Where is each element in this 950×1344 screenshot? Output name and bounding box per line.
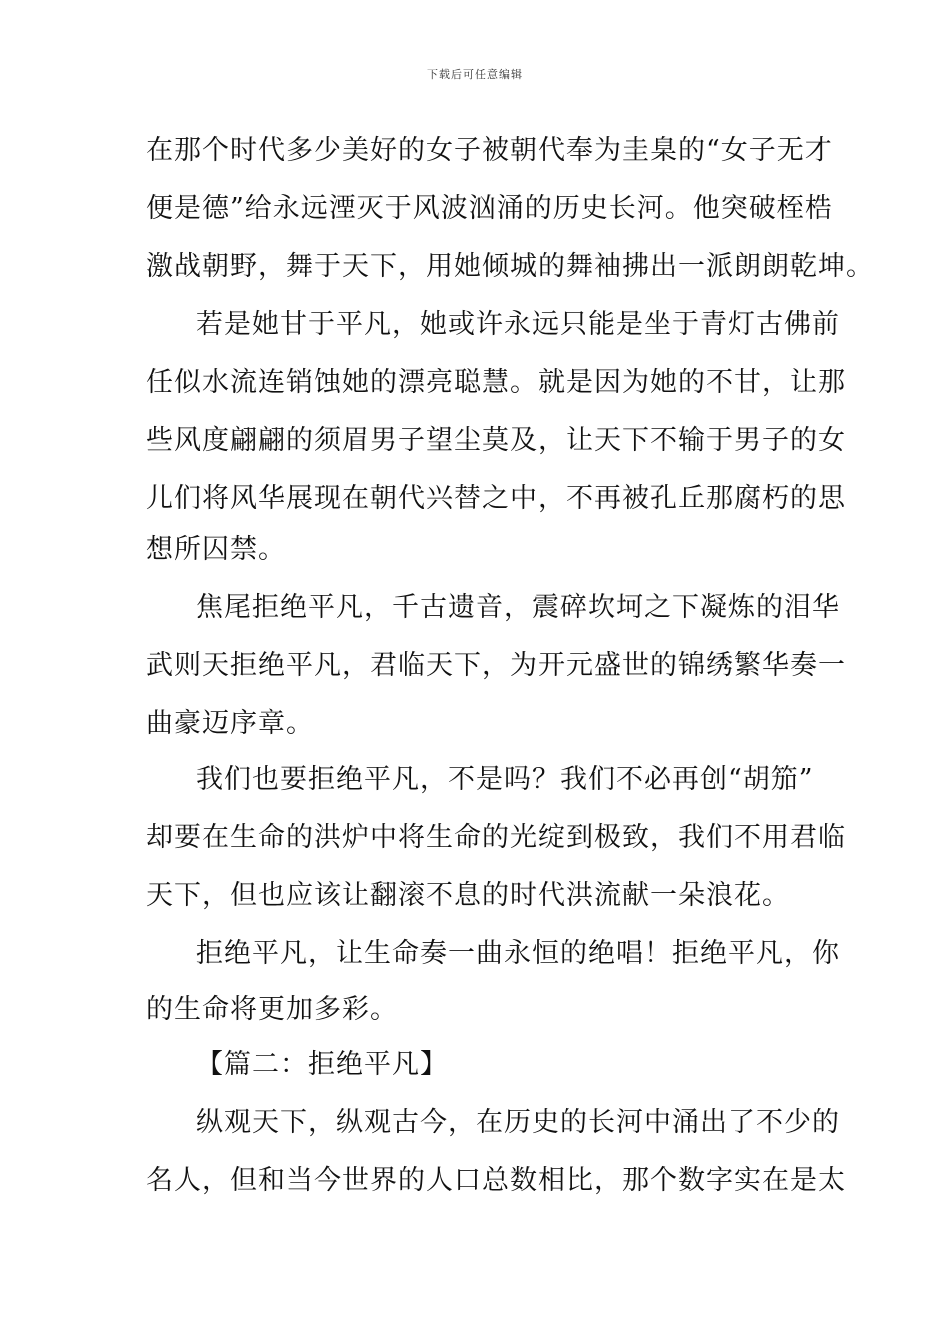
text-line: 便是德”给永远湮灭于风波汹涌的历史长河。他突破桎梏	[146, 193, 833, 224]
text-line: 想所囚禁。	[146, 534, 286, 565]
paragraph-first-line: 拒绝平凡，让生命奏一曲永恒的绝唱！拒绝平凡，你	[196, 938, 840, 969]
text-line: 些风度翩翩的须眉男子望尘莫及，让天下不输于男子的女	[146, 425, 846, 456]
paragraph-first-line: 若是她甘于平凡，她或许永远只能是坐于青灯古佛前	[196, 309, 840, 340]
paragraph-first-line: 我们也要拒绝平凡，不是吗？我们不必再创“胡笳”	[196, 764, 814, 795]
text-line: 却要在生命的洪炉中将生命的光绽到极致，我们不用君临	[146, 822, 846, 853]
page-header: 下载后可任意编辑	[427, 68, 523, 81]
text-line: 激战朝野，舞于天下，用她倾城的舞袖拂出一派朗朗乾坤。	[146, 251, 874, 282]
section-heading: 【篇二：拒绝平凡】	[196, 1049, 448, 1080]
paragraph-first-line: 焦尾拒绝平凡，千古遗音，震碎坎坷之下凝炼的泪华	[196, 592, 840, 623]
text-line: 天下，但也应该让翻滚不息的时代洪流献一朵浪花。	[146, 880, 790, 911]
text-line: 任似水流连销蚀她的漂亮聪慧。就是因为她的不甘，让那	[146, 367, 846, 398]
paragraph-first-line: 纵观天下，纵观古今，在历史的长河中涌出了不少的	[196, 1107, 840, 1138]
text-line: 的生命将更加多彩。	[146, 994, 398, 1025]
text-line: 儿们将风华展现在朝代兴替之中，不再被孔丘那腐朽的思	[146, 483, 846, 514]
text-line: 名人，但和当今世界的人口总数相比，那个数字实在是太	[146, 1165, 846, 1196]
text-line: 武则天拒绝平凡，君临天下，为开元盛世的锦绣繁华奏一	[146, 650, 846, 681]
text-line: 曲豪迈序章。	[146, 708, 314, 739]
text-line: 在那个时代多少美好的女子被朝代奉为圭臬的“女子无才	[146, 135, 833, 166]
